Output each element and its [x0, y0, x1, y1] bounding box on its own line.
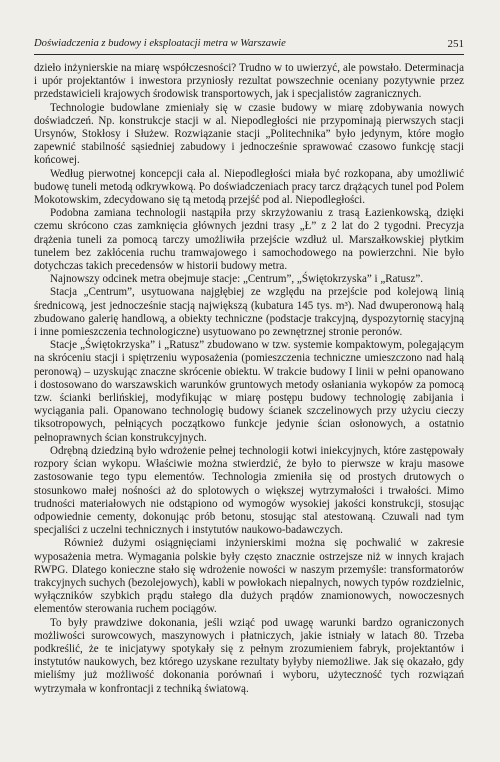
paragraph: To były prawdziwe dokonania, jeśli wziąć pod uwagę warunki bardzo ograniczonych możliwości surowcowych, maszynowych i płatniczych, jakie istniały w latach 80. Trzeba podkreślić, że te inicjatywy spotykały się z pełnym zrozumieniem fabryk, projektantów i instytutów naukowych, bez którego uzyskane rezultaty byłyby niemożliwe. Jak się okazało, gdy mieliśmy już możliwość dokonania porównań i wyboru, użyteczność tych rozwiązań wytrzymała w konfrontacji z techniką światową. [34, 616, 464, 695]
paragraph: Stacja „Centrum”, usytuowana najgłębiej ze względu na przejście pod kolejową linią średnicową, jest jednocześnie stacją największą (kubatura 145 tys. m³). Nad dwuperonową halą zbudowano galerię handlową, a obiekty techniczne (podstacje trakcyjną, dyspozytornię stacyjną i inne pomieszczenia technologiczne) usytuowano po zewnętrznej stronie peronów. [34, 286, 464, 339]
body-text [34, 62, 464, 696]
paragraph: Według pierwotnej koncepcji cała al. Niepodległości miała być rozkopana, aby umożliwić budowę tuneli metodą odkrywkową. Po doświadczeniach pracy tarcz drążących tunel pod Polem Mokotowskim, zdecydowano się tą metodą przejść pod al. Niepodległości. [34, 167, 464, 207]
running-title: Doświadczenia z budowy i eksploatacji metra w Warszawie [34, 38, 286, 49]
paragraph: Stacje „Świętokrzyska” i „Ratusz” zbudowano w tzw. systemie kompaktowym, polegającym na skróceniu stacji i spiętrzeniu wyposażenia (pomieszczenia techniczne umieszczono nad halą peronową) – uzyskując znaczne skrócenie obiektu. W trakcie budowy I linii w pełni opanowano i dostosowano do warszawskich warunków gruntowych metody osłaniania wykopów za pomocą tzw. ścianki berlińskiej, modyfikując w miarę postępu budowy technologię zabijania i wyciągania pali. Opanowano technologię budowy ścianek szczelinowych przy użyciu cieczy tiksotropowych, pełniących początkowo funkcje jedynie ścian osłonowych, a ostatnio pełnoprawnych ścian konstrukcyjnych. [34, 339, 464, 444]
paragraph: Odrębną dziedziną było wdrożenie pełnej technologii kotwi iniekcyjnych, które zastępowały rozpory ścian wykopu. Właściwie można stwierdzić, że było to pierwsze w kraju masowe zastosowanie tego typu elementów. Technologia zmieniła się od prostych drutowych o stosunkowo małej nośności aż do splotowych o większej wytrzymałości i trwałości. Mimo trudności materiałowych nie odstąpiono od wymogów wysokiej jakości konstrukcji, stosując odpowiednie cementy, dokonując prób betonu, stosując stal atestowaną. Czuwali nad tym specjaliści z uczelni technicznych i instytutów naukowo-badawczych. [34, 444, 464, 537]
running-header [34, 38, 464, 55]
paragraph: Podobna zamiana technologii nastąpiła przy skrzyżowaniu z trasą Łazienkowską, dzięki czemu skrócono czas zamknięcia głównych jezdni trasy „Ł” z 2 lat do 2 tygodni. Precyzja drążenia tuneli za pomocą tarczy umożliwiła przejście wzdłuż ul. Marszałkowskiej płytkim tunelem bez zakłócenia ruchu tramwajowego i samochodowego na powierzchni. Nie było dotychczas takich precedensów w historii budowy metra. [34, 207, 464, 273]
paragraph: dzieło inżynierskie na miarę współczesności? Trudno w to uwierzyć, ale powstało. Determinacja i upór projektantów i inwestora przyniosły rezultat powszechnie oceniany pozytywnie przez przedstawicieli krajowych środowisk transportowych, jak i specjalistów zagranicznych. [34, 62, 464, 101]
paragraph: Najnowszy odcinek metra obejmuje stacje: „Centrum”, „Świętokrzyska” i „Ratusz”. [50, 273, 424, 286]
page-number: 251 [447, 38, 464, 50]
paragraph: Również dużymi osiągnięciami inżynierskimi można się pochwalić w zakresie wyposażenia metra. Wymagania polskie były często znacznie ostrzejsze niż w innych krajach RWPG. Dlatego konieczne stało się wdrożenie nowości w naszym przemyśle: transformatorów trakcyjnych suchych (bezolejowych), kabli w powłokach niepalnych, nowych typów rozdzielnic, wyłączników szybkich prądu stałego dla dużych prądów znamionowych, nowoczesnych elementów sterowania ruchem pociągów. [34, 537, 464, 616]
paragraph: Technologie budowlane zmieniały się w czasie budowy w miarę zdobywania nowych doświadczeń. Np. konstrukcje stacji w al. Niepodległości nie przypominają pierwszych stacji Ursynów, Stokłosy i Służew. Rozwiązanie stacji „Politechnika” było jedynym, które mogło zapewnić stabilność sąsiedniej zabudowy i jednocześnie sprawować czasowo funkcję stacji końcowej. [34, 101, 464, 167]
